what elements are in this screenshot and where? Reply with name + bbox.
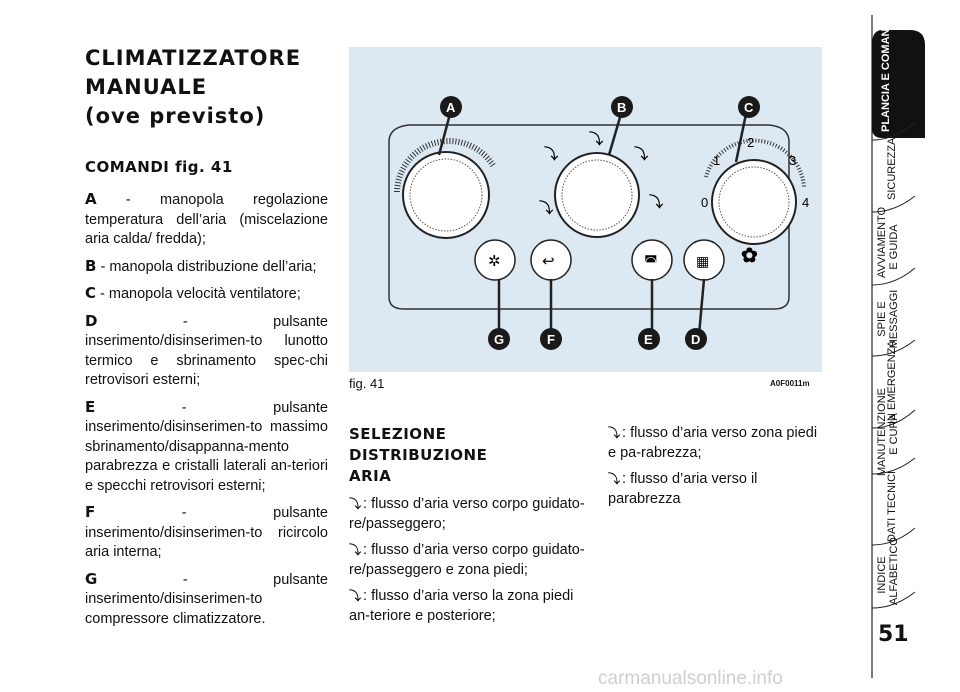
face-feet-mode-icon: ⤵	[349, 543, 362, 557]
windshield-mode-icon: ⤵	[649, 194, 663, 210]
fan-icon: ✿	[741, 245, 758, 267]
fan-scale-0: 0	[701, 195, 709, 210]
buttons	[475, 240, 724, 280]
page-number: 51	[878, 622, 909, 647]
page-title	[85, 44, 335, 131]
rear-defrost-button	[684, 240, 724, 280]
feet-windshield-mode-icon: ⤵	[634, 146, 648, 162]
distribution-section	[349, 424, 589, 633]
figure-code: A0F0011m	[770, 379, 810, 388]
svg-text:C: C	[744, 100, 754, 115]
windshield-defrost-button	[632, 240, 672, 280]
fan-scale-3: 3	[789, 153, 797, 168]
tab-in-emergenza[interactable]: IN EMERGENZA	[886, 340, 898, 424]
callout-b	[611, 96, 633, 118]
windshield-mode-icon: ⤵	[608, 472, 621, 486]
callout-c	[738, 96, 760, 118]
comandi-item-f: F - pulsante inserimento/disinserimen-to ricircolo aria interna;	[85, 503, 328, 560]
feet-mode-icon: ⤵	[539, 200, 553, 216]
side-nav	[870, 0, 960, 692]
distribution-item-feet: ⤵ : flusso d’aria verso la zona piedi an-teriore e posteriore;	[349, 588, 574, 624]
svg-text:D: D	[691, 332, 701, 347]
recirculation-button	[531, 240, 571, 280]
tab-dati-tecnici[interactable]: DATI TECNICI	[886, 470, 898, 542]
distribution-item-windshield: ⤵ : flusso d’aria verso il parabrezza	[608, 471, 758, 507]
fan-scale-1: 1	[713, 153, 721, 168]
distribution-knob	[539, 131, 664, 237]
distribution-heading: SELEZIONE DISTRIBUZIONE ARIA	[349, 425, 488, 485]
title-line-2: MANUALE	[85, 75, 208, 99]
distribution-item-face: ⤵ : flusso d’aria verso corpo guidato-re/passeggero;	[349, 496, 585, 532]
face-feet-mode-icon: ⤵	[544, 146, 558, 162]
fan-scale-4: 4	[802, 195, 810, 210]
callout-f	[540, 328, 562, 350]
fan-scale-2: 2	[747, 135, 755, 150]
svg-text:E: E	[644, 332, 653, 347]
distribution-section-cont	[608, 424, 826, 516]
face-mode-icon: ⤵	[349, 497, 362, 511]
feet-mode-icon: ⤵	[349, 589, 362, 603]
svg-text:A: A	[446, 100, 456, 115]
callout-d	[685, 328, 707, 350]
windshield-defrost-icon: ◚	[644, 253, 658, 269]
comandi-item-e: E - pulsante inserimento/disinserimen-to massimo sbrinamento/disappanna-mento parabrezza e cristalli laterali an-teriori e specchi retrovisori esterni;	[85, 397, 328, 494]
watermark: carmanualsonline.info	[598, 668, 783, 689]
comandi-list	[85, 190, 328, 636]
comandi-heading: COMANDI fig. 41	[85, 158, 233, 176]
svg-text:B: B	[617, 100, 627, 115]
tab-manutenzione-cura[interactable]: MANUTENZIONE E CURA	[876, 388, 900, 476]
temperature-knob	[397, 141, 494, 238]
callout-a	[440, 96, 462, 118]
tab-spie-messaggi[interactable]: SPIE E MESSAGGI	[876, 289, 900, 349]
title-line-3: (ove previsto)	[85, 104, 266, 128]
comandi-item-g: G - pulsante inserimento/disinserimen-to compressore climatizzatore.	[85, 569, 328, 627]
ac-compressor-button	[475, 240, 515, 280]
callout-e	[638, 328, 660, 350]
figure-caption: fig. 41	[349, 376, 385, 391]
figure-41	[349, 47, 822, 372]
feet-windshield-mode-icon: ⤵	[608, 426, 621, 440]
climate-panel-illustration	[349, 47, 822, 372]
tab-plancia-comandi[interactable]: PLANCIA E COMANDI	[880, 17, 892, 132]
comandi-item-a: A - manopola regolazione temperatura dell’aria (miscelazione aria calda/ fredda);	[85, 190, 329, 247]
distribution-item-face-feet: ⤵ : flusso d’aria verso corpo guidato-re/passeggero e zona piedi;	[349, 542, 585, 578]
distribution-item-feet-windshield: ⤵ : flusso d’aria verso zona piedi e pa-rabrezza;	[608, 425, 818, 461]
tab-avviamento-guida[interactable]: AVVIAMENTO E GUIDA	[876, 206, 900, 278]
comandi-item-c: C - manopola velocità ventilatore;	[85, 284, 301, 302]
rear-defrost-icon: ▦	[696, 253, 710, 269]
face-mode-icon: ⤵	[589, 131, 603, 147]
comandi-item-b: B - manopola distribuzione dell’aria;	[85, 256, 317, 275]
tab-indice-alfabetico[interactable]: INDICE ALFABETICO	[876, 537, 900, 605]
svg-text:G: G	[494, 332, 505, 347]
snowflake-icon: ✲	[488, 253, 501, 270]
title-line-1: CLIMATIZZATORE	[85, 46, 302, 70]
tab-sicurezza[interactable]: SICUREZZA	[886, 137, 898, 200]
comandi-item-d: D - pulsante inserimento/disinserimen-to lunotto termico e sbrinamento spec-chi retrovisori esterni;	[85, 311, 328, 388]
callout-g	[488, 328, 510, 350]
recirculation-icon: ↩	[542, 253, 555, 270]
svg-text:F: F	[547, 332, 555, 347]
